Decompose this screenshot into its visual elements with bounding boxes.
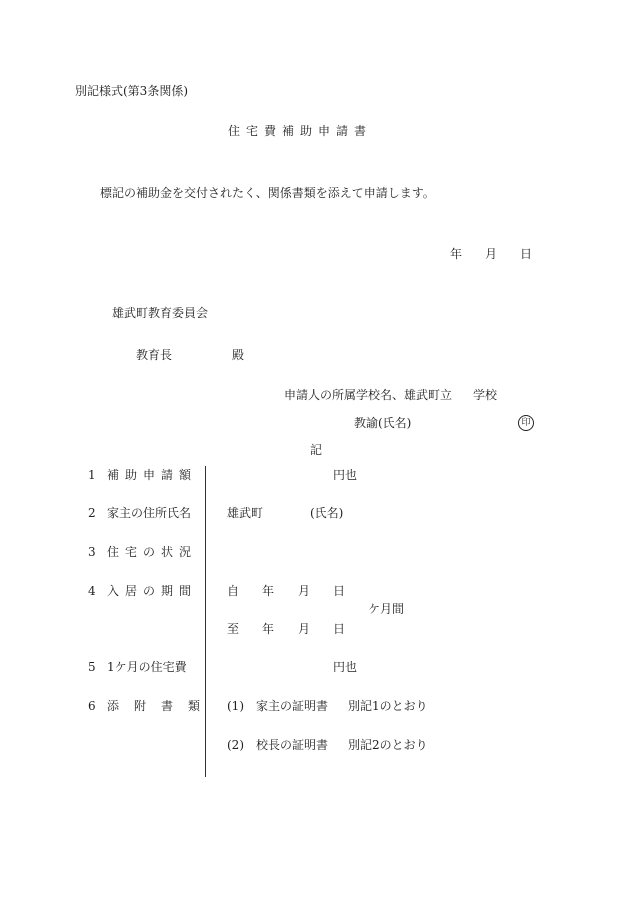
period-months: ケ月間 [368,602,405,616]
applicant-name-label: 教諭(氏名) [354,416,412,430]
intro-text: 標記の補助金を交付されたく、関係書類を添えて申請します。 [100,186,435,200]
item-label: 入居の期間 [107,584,198,598]
applicant-school-suffix: 学校 [473,388,498,402]
item-label: 添附書類 [107,699,216,713]
attachment-name: 校長の証明書 [256,738,329,752]
attachment-name: 家主の証明書 [256,699,329,713]
form-title: 住宅費補助申請書 [228,124,373,138]
divider-line [205,466,206,777]
date-day: 日 [520,247,533,261]
item-label: 補助申請額 [107,468,198,482]
period-to: 至 [227,622,240,636]
addressee-org: 雄武町教育委員会 [112,306,209,320]
attachment-number: (1) [227,699,244,713]
item-number: 1 [88,468,96,482]
period-to-year: 年 [262,622,275,636]
period-from: 自 [227,584,240,598]
date-year: 年 [450,247,463,261]
period-from-day: 日 [333,584,346,598]
addressee-honorific: 殿 [232,348,245,362]
landlord-name: (氏名) [310,506,344,520]
item-number: 6 [88,699,96,713]
form-header-note: 別記様式(第3条関係) [75,84,188,98]
attachment-ref: 別記2のとおり [348,738,428,752]
item-label: 住宅の状況 [107,545,198,559]
date-month: 月 [485,247,498,261]
period-to-month: 月 [298,622,311,636]
item-number: 5 [88,660,96,674]
landlord-town: 雄武町 [227,506,264,520]
seal-mark: 印 [518,415,534,431]
period-to-day: 日 [333,622,346,636]
item-number: 4 [88,584,96,598]
period-from-year: 年 [262,584,275,598]
attachment-ref: 別記1のとおり [348,699,428,713]
item-number: 2 [88,506,96,520]
item-number: 3 [88,545,96,559]
item-label: 家主の住所氏名 [107,506,192,520]
rent-unit: 円也 [333,660,358,674]
item-label: 1ケ月の住宅費 [107,660,187,674]
ki-label: 記 [310,443,323,457]
period-from-month: 月 [298,584,311,598]
addressee-position: 教育長 [136,348,173,362]
attachment-number: (2) [227,738,244,752]
amount-unit: 円也 [333,468,358,482]
applicant-school-label: 申請人の所属学校名、雄武町立 [284,388,453,402]
